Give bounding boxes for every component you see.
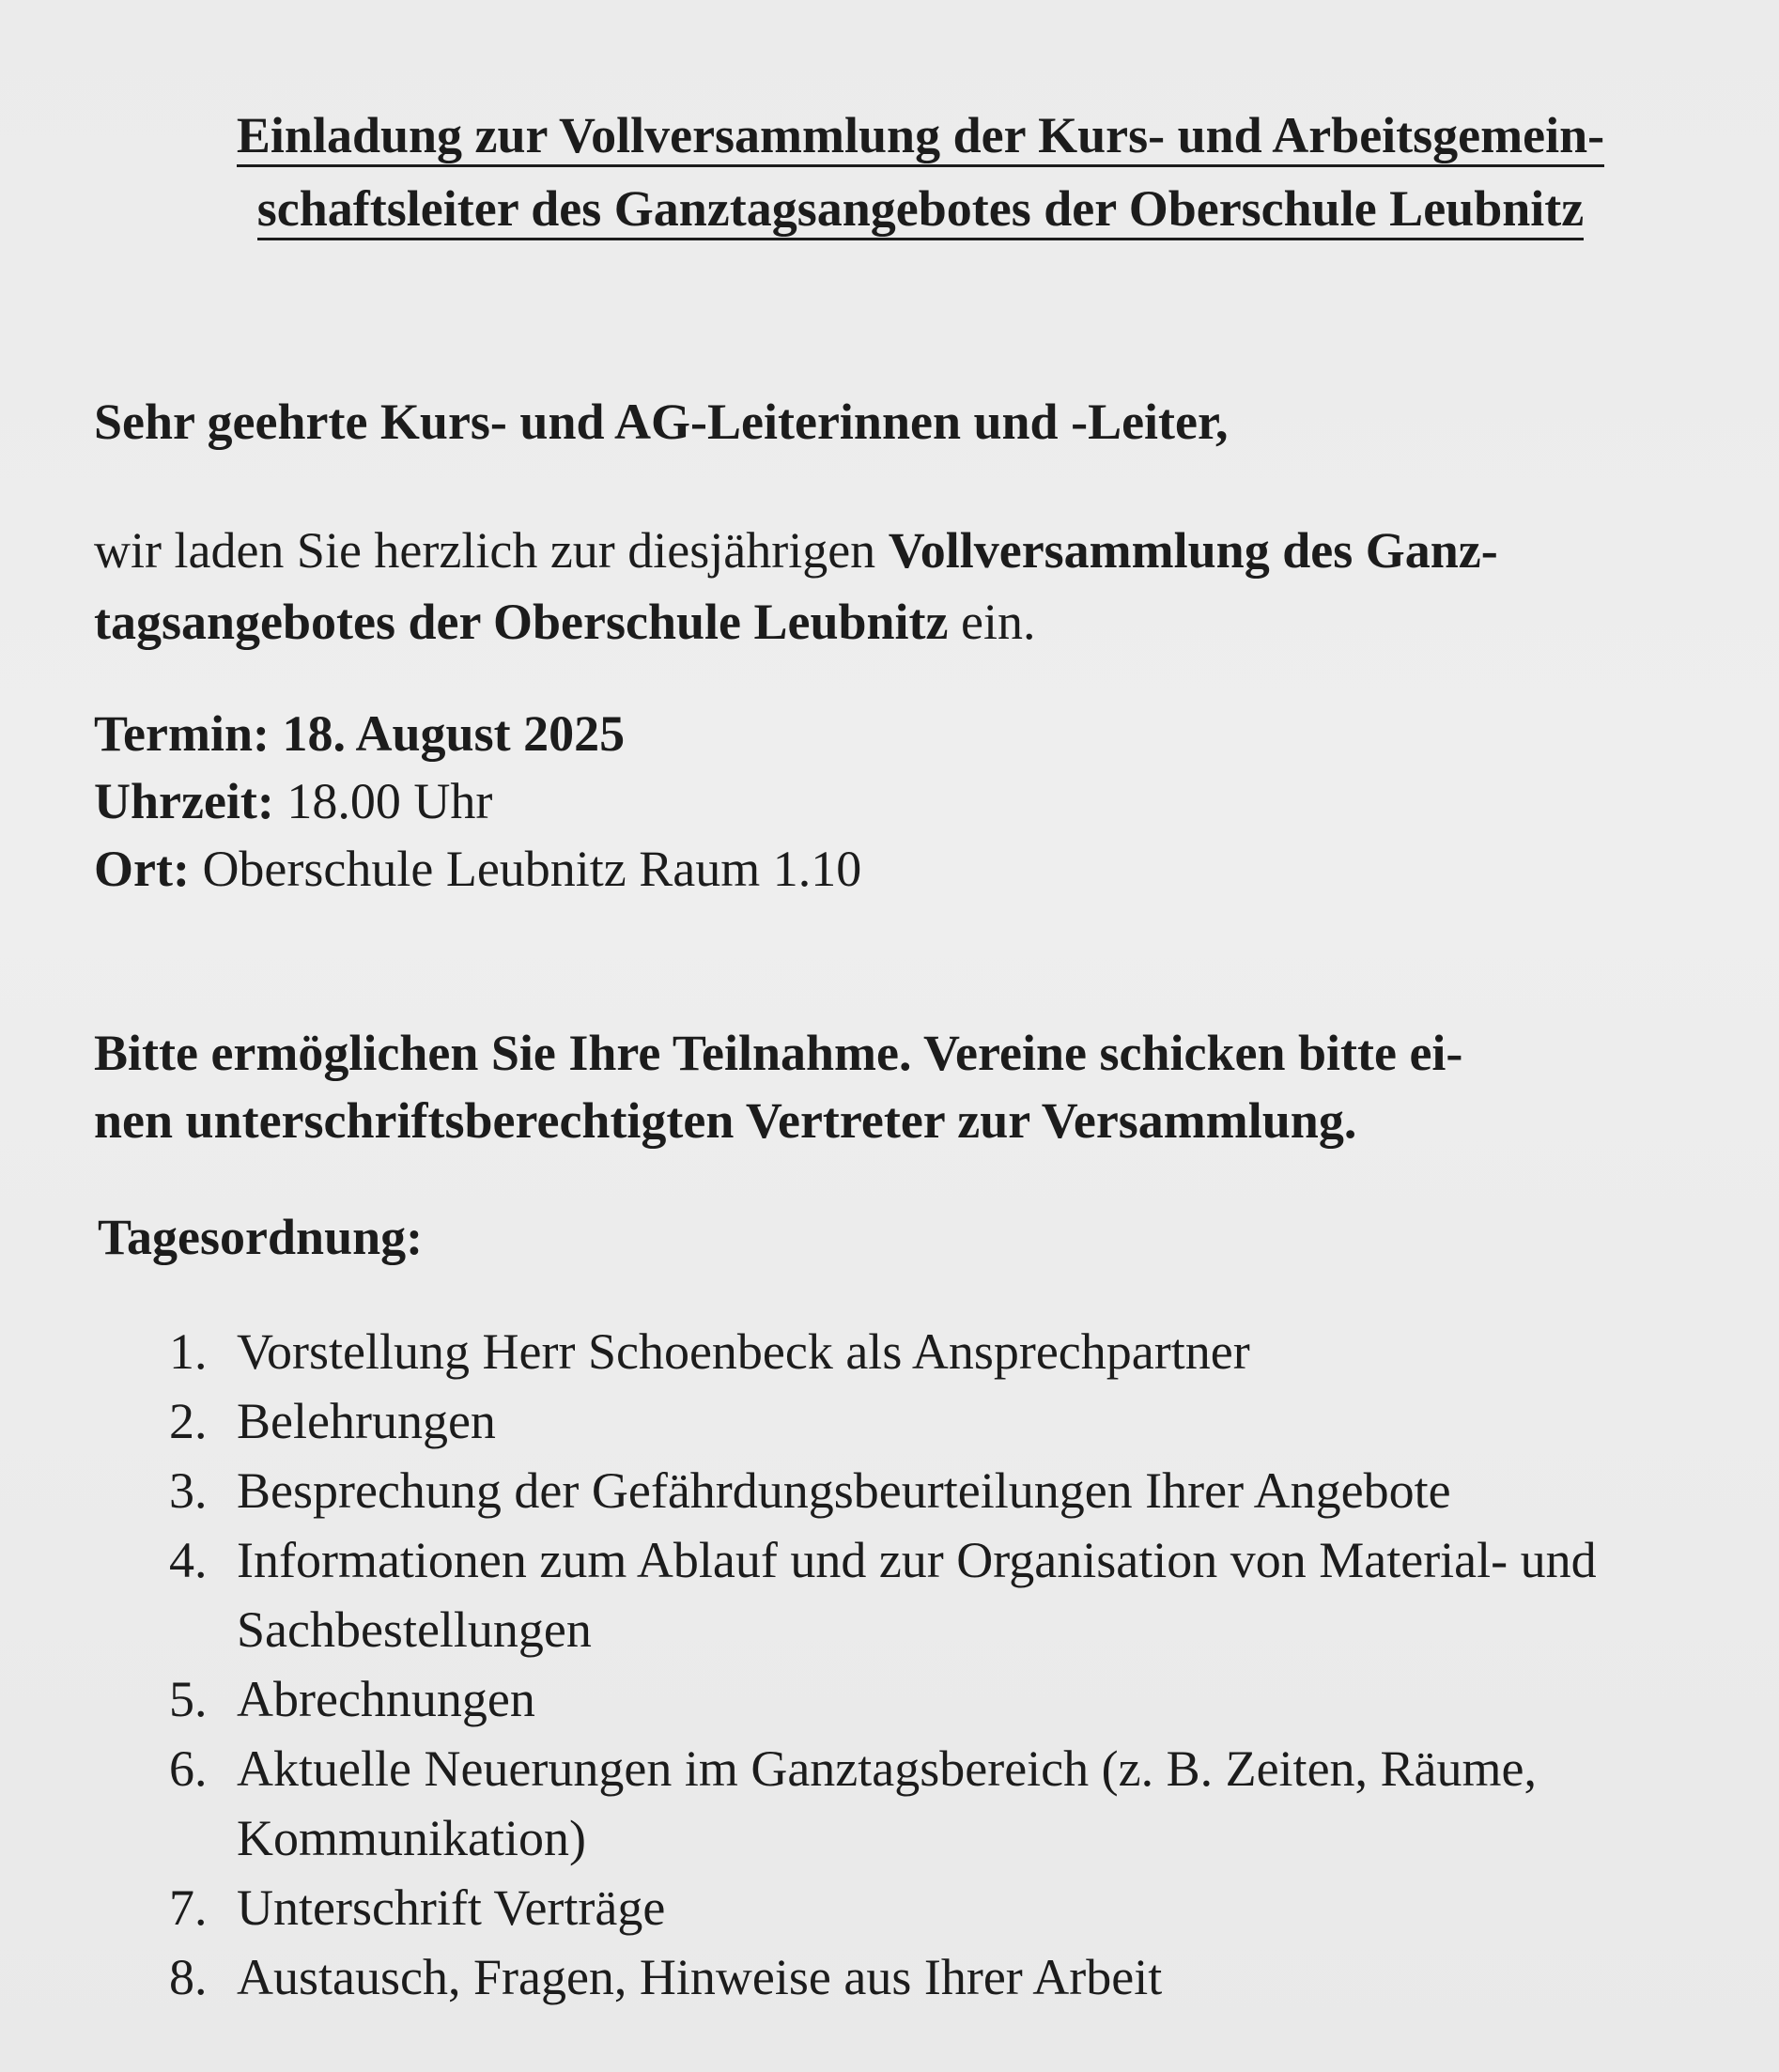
agenda-heading: Tagesordnung: [98,1209,424,1265]
ort-label: Ort: [94,841,190,897]
intro-text-normal-1: wir laden Sie herzlich zur diesjährigen [94,522,889,579]
agenda-item-number: 2. [169,1393,208,1449]
agenda-item-text: Informationen zum Ablauf und zur Organisation von Material- und Sachbestellungen [237,1532,1597,1658]
intro-line-2 [94,586,1719,657]
termin-row [94,700,1719,767]
agenda-item-text: Vorstellung Herr Schoenbeck als Ansprechpartner [237,1323,1250,1380]
agenda-item-text: Abrechnungen [237,1671,535,1727]
intro-text-bold-1: Vollversammlung des Ganz- [888,522,1498,579]
agenda-item-text: Austausch, Fragen, Hinweise aus Ihrer Arbeit [237,1949,1163,2005]
agenda-item-text: Unterschrift Verträge [237,1879,666,1936]
intro-text-bold-2: tagsangebotes der Oberschule Leubnitz [94,594,949,650]
termin-label: Termin: [94,705,270,762]
uhrzeit-row [94,767,1719,835]
uhrzeit-value: 18.00 Uhr [286,773,493,829]
termin-value: 18. August 2025 [282,705,626,762]
agenda-item [169,1386,1728,1456]
agenda-list [169,1317,1728,2012]
participation-request [94,1019,1719,1154]
document-title [122,101,1719,248]
meeting-details [94,700,1719,903]
agenda-item-text: Aktuelle Neuerungen im Ganztagsbereich (z. B. Zeiten, Räume, Kommunikation) [237,1740,1537,1866]
intro-line-1 [94,515,1719,586]
ort-value: Oberschule Leubnitz Raum 1.10 [202,841,862,897]
agenda-item [169,1873,1728,1942]
request-line-1: Bitte ermöglichen Sie Ihre Teilnahme. Vereine schicken bitte ei- [94,1025,1463,1081]
agenda-item [169,1734,1728,1873]
agenda-item-number: 3. [169,1462,208,1519]
agenda-item-number: 1. [169,1323,208,1380]
agenda-item [169,1317,1728,1386]
intro-paragraph [94,515,1719,657]
intro-text-normal-2: ein. [948,594,1036,650]
agenda-item [169,1664,1728,1734]
request-line-2: nen unterschriftsberechtigten Vertreter zur Versammlung. [94,1092,1357,1149]
agenda-item-number: 4. [169,1532,208,1588]
title-line-1: Einladung zur Vollversammlung der Kurs- und Arbeitsgemein- [237,106,1604,167]
uhrzeit-label: Uhrzeit: [94,773,274,829]
ort-row [94,835,1719,903]
salutation: Sehr geehrte Kurs- und AG-Leiterinnen und -Leiter, [94,394,1229,450]
agenda-item [169,1942,1728,2012]
title-line-2: schaftsleiter des Ganztagsangebotes der Oberschule Leubnitz [257,179,1584,240]
agenda-item [169,1456,1728,1525]
agenda-item-text: Belehrungen [237,1393,496,1449]
agenda-item-number: 6. [169,1740,208,1797]
agenda-item-number: 5. [169,1671,208,1727]
agenda-item-text: Besprechung der Gefährdungsbeurteilungen Ihrer Angebote [237,1462,1451,1519]
agenda-item-number: 8. [169,1949,208,2005]
agenda-item-number: 7. [169,1879,208,1936]
agenda-item [169,1525,1728,1664]
